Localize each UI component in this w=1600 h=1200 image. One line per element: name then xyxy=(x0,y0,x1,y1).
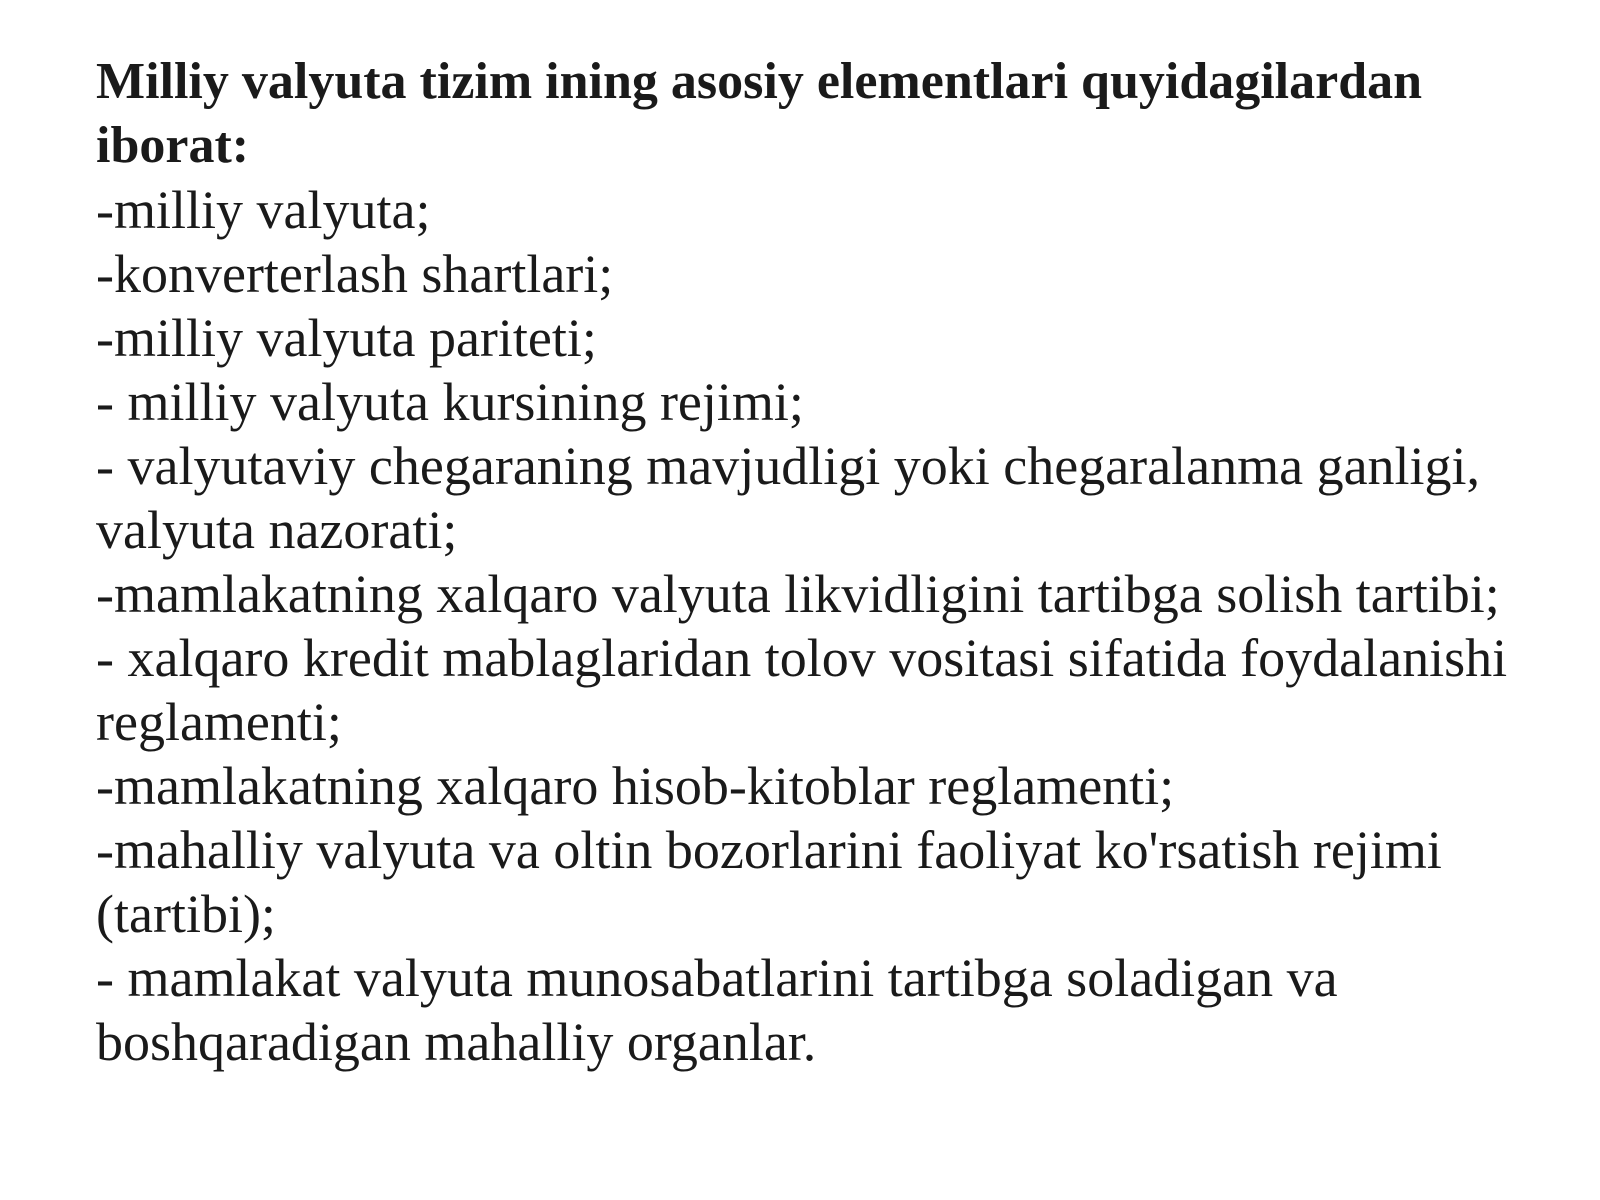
list-item: - xalqaro kredit mablaglaridan tolov vositasi sifatida foydalanishi reglamenti; xyxy=(96,628,1508,752)
element-list xyxy=(96,178,1556,1074)
list-item: -milliy valyuta pariteti; xyxy=(96,308,597,368)
list-item: -mahalliy valyuta va oltin bozorlarini faoliyat ko'rsatish rejimi (tartibi); xyxy=(96,820,1442,944)
list-item: -milliy valyuta; xyxy=(96,180,431,240)
slide-content xyxy=(96,50,1556,1074)
list-item: -mamlakatning xalqaro valyuta likvidligini tartibga solish tartibi; xyxy=(96,564,1500,624)
list-item: - mamlakat valyuta munosabatlarini tartibga soladigan va boshqaradigan mahalliy organlar. xyxy=(96,948,1338,1072)
list-item: -konverterlash shartlari; xyxy=(96,244,614,304)
list-item: -mamlakatning xalqaro hisob-kitoblar reglamenti; xyxy=(96,756,1175,816)
list-item: - valyutaviy chegaraning mavjudligi yoki chegaralanma ganligi, valyuta nazorati; xyxy=(96,436,1481,560)
heading: Milliy valyuta tizim ining asosiy elementlari quyidagilardan iborat: xyxy=(96,53,1423,174)
list-item: - milliy valyuta kursining rejimi; xyxy=(96,372,804,432)
